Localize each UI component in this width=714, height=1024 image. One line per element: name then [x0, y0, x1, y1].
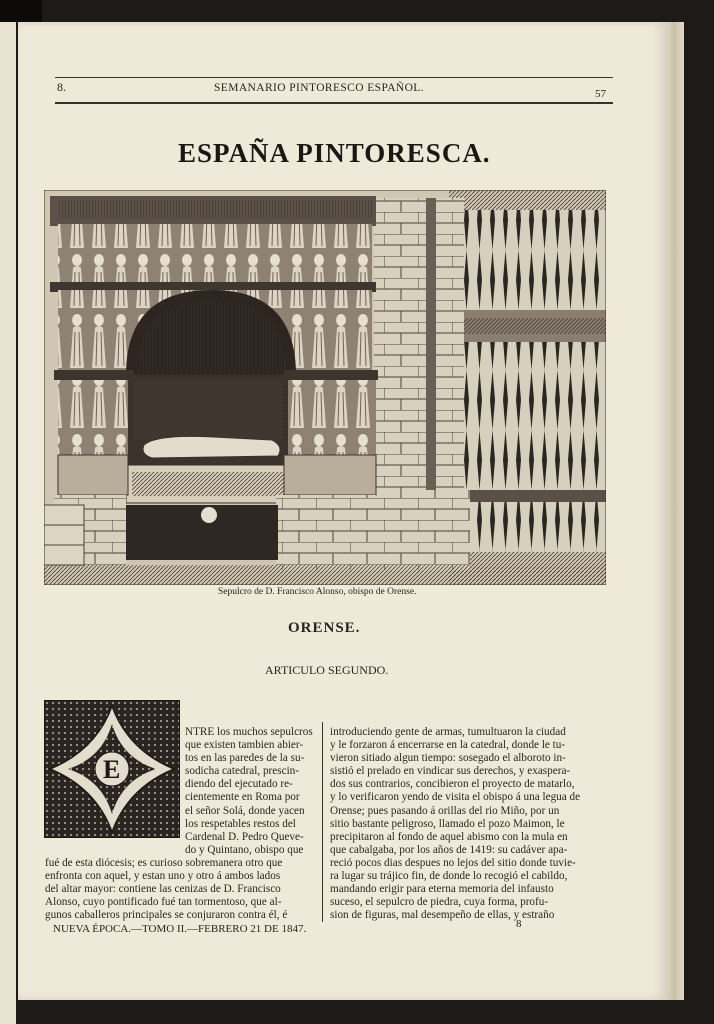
text-line: fué de esta diócesis; es curioso sobremanera otro que [45, 857, 283, 869]
text-line: Cardenal D. Pedro Queve- [185, 830, 304, 843]
text-line: y lo verificaron yendo de visita el obispo á una legua de [330, 791, 581, 804]
article-subheading: ARTICULO SEGUNDO. [265, 663, 389, 677]
text-line: reció pocos dias despues no lejos del sitio donde tuvie- [330, 856, 576, 869]
text-line: tos en las paredes de la su- [185, 752, 305, 765]
text-line: precipitaron al fondo de aquel abismo con la mula en [330, 830, 568, 843]
text-line: vieron sitiado algun tiempo: sosegado el alboroto in- [330, 752, 566, 765]
column-divider [322, 722, 323, 922]
text-line: ra lugar su trájico fin, de donde lo recogió el cabildo, [330, 870, 568, 883]
header-rule-bottom [55, 102, 613, 104]
text-line: sitio bastante peligroso, llamado el pozo Maimon, le [330, 817, 565, 830]
right-column [330, 726, 606, 922]
text-line: los respetables restos del [185, 817, 296, 830]
text-line: el señor Solá, donde yacen [185, 804, 305, 817]
text-line: enfronta con aquel, y estan uno y otro á ambos lados [45, 870, 281, 883]
text-line: Orense; pues pasando á orillas del rio Miño, por un [330, 804, 560, 817]
text-line: diendo del ejecutado re- [185, 778, 293, 791]
text-line: sion de figuras, mal desempeño de ellas, y estraño [330, 909, 555, 922]
scan-marker [0, 0, 42, 22]
illustration-caption: Sepulcro de D. Francisco Alonso, obispo de Orense. [218, 587, 417, 597]
printer-signature: 8 [516, 918, 522, 930]
text-line: suceso, el sepulcro de piedra, cuya forma, profu- [330, 896, 549, 909]
page-number-right: 57 [595, 88, 606, 100]
text-line: dos sus contrarios, concibieron el proyecto de matarlo, [330, 778, 575, 791]
running-title: SEMANARIO PINTORESCO ESPAÑOL. [214, 82, 425, 94]
text-line: sodicha catedral, prescin- [185, 765, 299, 778]
text-line: Alonso, cuyo pontificado fué tan tormentoso, que al- [45, 896, 282, 909]
text-line: mandando erigir para eterna memoria del infausto [330, 883, 554, 896]
left-page-edge [0, 0, 16, 1024]
page-number-left: 8. [57, 80, 66, 94]
page-edge-right [668, 22, 684, 1000]
text-line: que cabalgaba, por los años de 1419: su cadáver apa- [330, 843, 568, 856]
tomb-engraving [44, 190, 606, 585]
text-line: del altar mayor: contiene las cenizas de D. Francisco [45, 883, 281, 896]
text-line: que existen tambien abier- [185, 739, 304, 752]
issue-footer: NUEVA ÉPOCA.—TOMO II.—FEBRERO 21 DE 1847. [53, 923, 307, 935]
section-title: ESPAÑA PINTORESCA. [178, 138, 491, 168]
text-line: y le forzaron á encerrarse en la catedral, donde le tu- [330, 739, 566, 752]
left-column-indented [185, 726, 317, 857]
article-heading: ORENSE. [288, 620, 361, 636]
left-column-full [45, 857, 317, 922]
text-line: sistió el prelado en vindicar sus derechos, y exaspera- [330, 765, 571, 778]
text-line: cientemente en Roma por [185, 791, 300, 804]
drop-cap-letter: E [103, 755, 121, 784]
text-line: NTRE los muchos sepulcros [185, 726, 313, 738]
text-line: gunos caballeros principales se conjuraron contra él, é [45, 909, 288, 922]
text-line: introduciendo gente de armas, tumultuaron la ciudad [330, 726, 566, 738]
text-line: do y Quintano, obispo que [185, 843, 304, 856]
header-rule-top [55, 77, 613, 78]
